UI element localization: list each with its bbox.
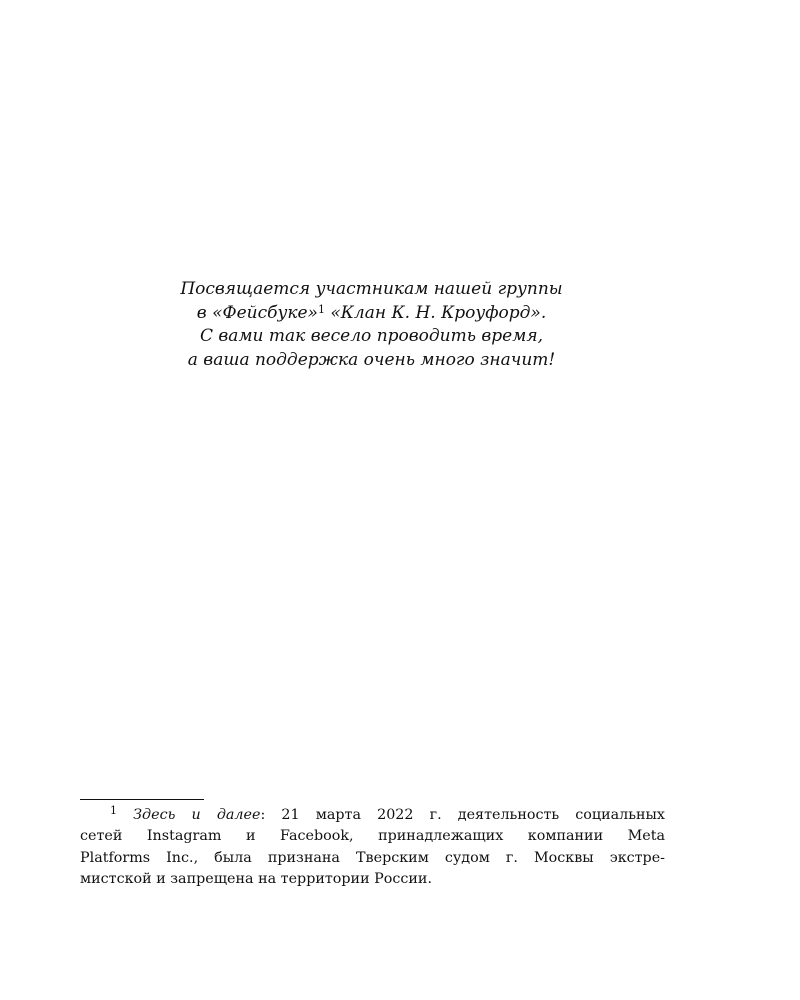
footnote bbox=[80, 805, 665, 891]
dedication-line-4: а ваша поддержка очень много значит! bbox=[187, 349, 556, 370]
footnote-line-1 bbox=[80, 805, 665, 826]
footnote-divider bbox=[80, 799, 204, 800]
dedication-line-3: С вами так весело проводить время, bbox=[200, 326, 543, 346]
dedication-line-2 bbox=[100, 302, 643, 326]
footnote-marker: 1 bbox=[110, 804, 117, 817]
dedication bbox=[100, 278, 643, 372]
footnote-line-4: мистской и запрещена на территории России. bbox=[80, 871, 432, 888]
dedication-line-1: Посвящается участникам нашей группы bbox=[180, 279, 563, 299]
footnote-line-2: сетей Instagram и Facebook, принадлежащих компании Meta bbox=[80, 828, 665, 845]
dedication-line-2-start: в «Фейсбуке» bbox=[196, 302, 318, 323]
footnote-line-1-text: : 21 марта 2022 г. деятельность социальных bbox=[260, 807, 665, 823]
footnote-line-3: Platforms Inc., была признана Тверским судом г. Москвы экстре- bbox=[80, 849, 665, 866]
dedication-line-2-end: «Клан К. Н. Кроуфорд». bbox=[324, 302, 547, 323]
footnote-reference: 1 bbox=[317, 302, 325, 316]
footnote-italic-lead: Здесь и далее bbox=[133, 807, 261, 823]
